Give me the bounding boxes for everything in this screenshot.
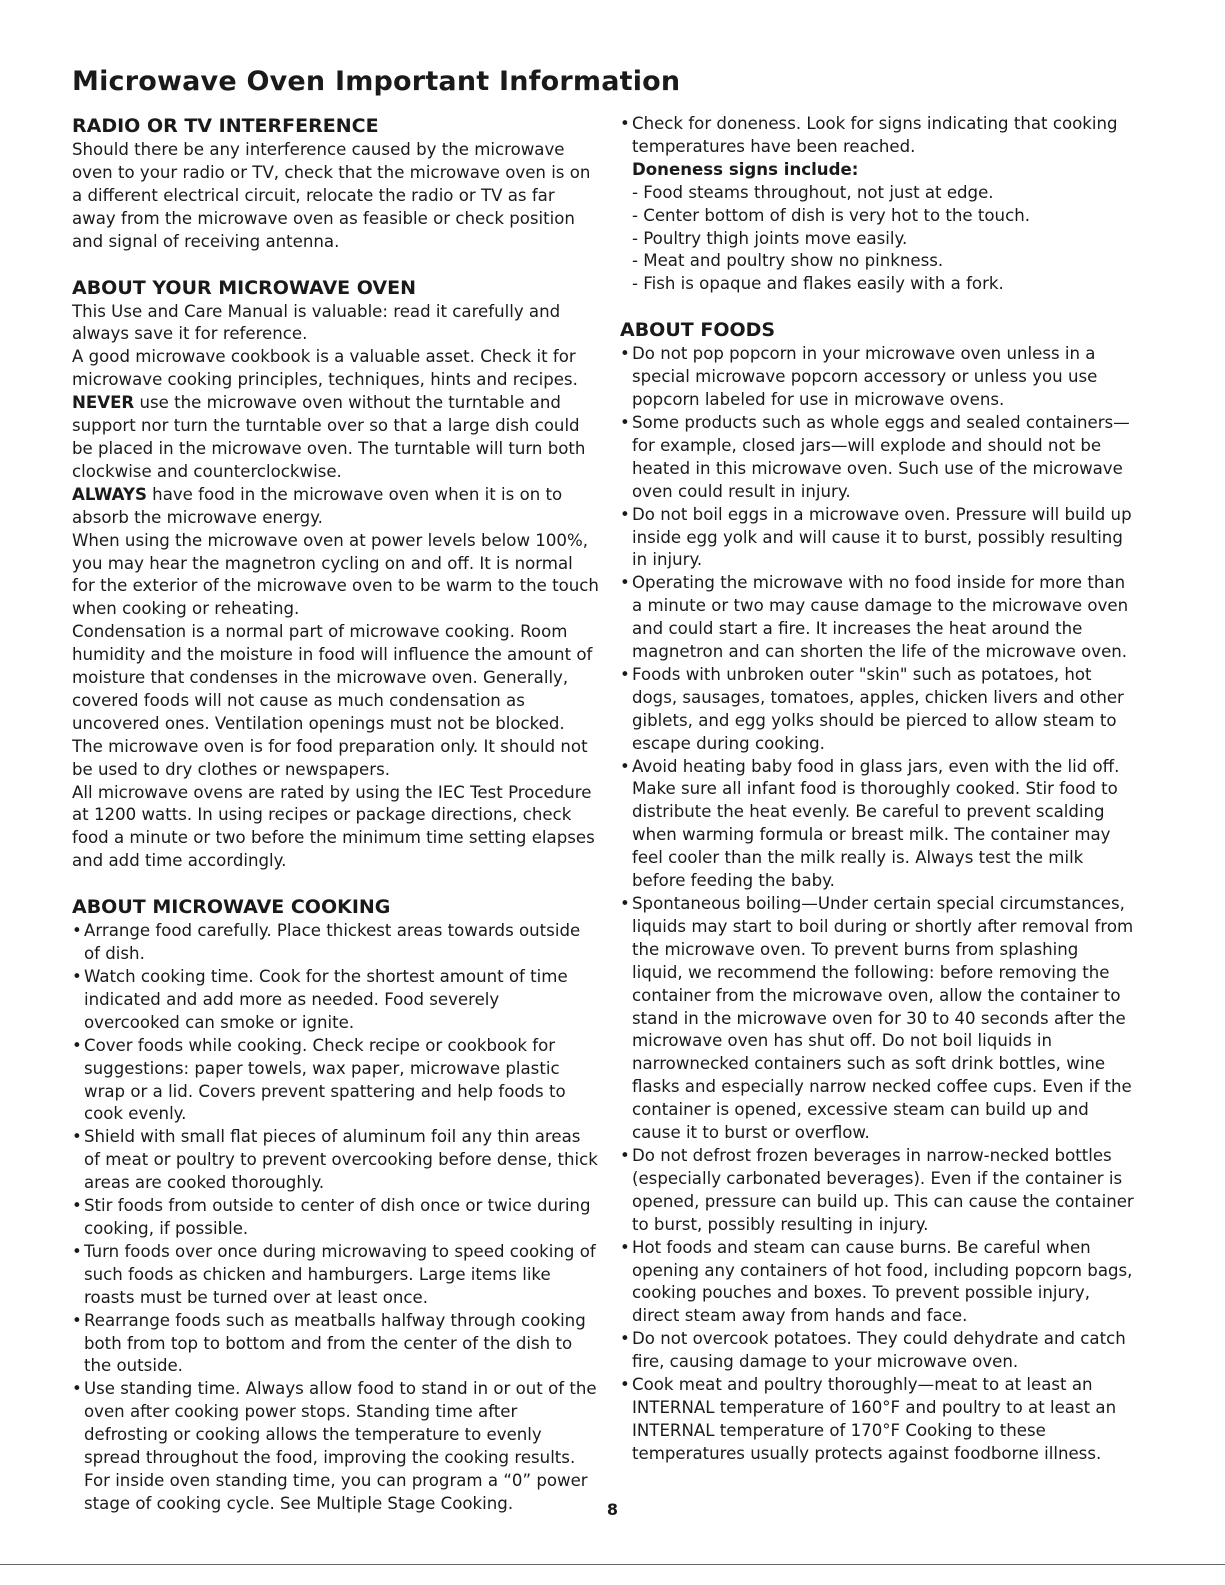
list-item: • Watch cooking time. Cook for the shortest amount of time indicated and add more as needed. Food severely overcooked can smoke or ignite.	[72, 966, 600, 1035]
list-item: • Cook meat and poultry thoroughly—meat to at least an INTERNAL temperature of 160°F and poultry to at least an INTERNAL temperature of 170°F Cooking to these temperatures usually protects against foodborne illness.	[620, 1374, 1134, 1466]
list-item: - Fish is opaque and flakes easily with a fork.	[632, 274, 1004, 294]
page-title: Microwave Oven Important Information	[72, 66, 681, 97]
doneness-block	[620, 159, 1134, 296]
about-oven-p2: A good microwave cookbook is a valuable asset. Check it for microwave cooking principles, techniques, hints and recipes.	[72, 347, 578, 390]
right-column	[620, 113, 1134, 1466]
about-oven-p5: When using the microwave oven at power levels below 100%, you may hear the magnetron cycling on and off. It is normal for the exterior of the microwave oven to be warm to the touch when cooking or reheating.	[72, 530, 599, 619]
list-item: • Shield with small flat pieces of aluminum foil any thin areas of meat or poultry to prevent overcooking before dense, thick areas are cooked thoroughly.	[72, 1126, 600, 1195]
list-item: • Rearrange foods such as meatballs halfway through cooking both from top to bottom and from the center of the dish to the outside.	[72, 1310, 600, 1379]
list-item: • Do not defrost frozen beverages in narrow-necked bottles (especially carbonated beverages). Even if the container is opened, pressure can build up. This can cause the container to burst, possibly resulting in injury.	[620, 1145, 1134, 1237]
list-item: • Check for doneness. Look for signs indicating that cooking temperatures have been reached.	[620, 113, 1134, 159]
about-oven-p6: Condensation is a normal part of microwave cooking. Room humidity and the moisture in food will influence the amount of moisture that condenses in the microwave oven. Generally, covered foods will not cause as much condensation as uncovered ones. Ventilation openings must not be blocked.	[72, 622, 593, 733]
foods-heading: ABOUT FOODS	[620, 319, 776, 342]
list-item: • Do not overcook potatoes. They could dehydrate and catch fire, causing damage to your microwave oven.	[620, 1328, 1134, 1374]
list-item: • Spontaneous boiling—Under certain special circumstances, liquids may start to boil during or shortly after removal from the microwave oven. To prevent burns from splashing liquid, we recommend the following: before removing the container from the microwave oven, allow the container to stand in the microwave oven for 30 to 40 seconds after the microwave oven has shut off. Do not boil liquids in narrownecked containers such as soft drink bottles, wine flasks and especially narrow necked coffee cups. Even if the container is opened, excessive steam can build up and cause it to burst or overflow.	[620, 893, 1134, 1145]
list-item: • Hot foods and steam can cause burns. Be careful when opening any containers of hot food, including popcorn bags, cooking pouches and boxes. To prevent possible injury, direct steam away from hands and face.	[620, 1237, 1134, 1329]
list-item: • Foods with unbroken outer "skin" such as potatoes, hot dogs, sausages, tomatoes, apples, chicken livers and other giblets, and egg yolks should be pierced to allow steam to escape during cooking.	[620, 664, 1134, 756]
list-item: - Poultry thigh joints move easily.	[632, 228, 908, 248]
cooking-heading: ABOUT MICROWAVE COOKING	[72, 896, 391, 919]
about-oven-never	[72, 392, 600, 484]
cooking-list	[72, 920, 600, 1516]
left-column	[72, 113, 600, 1516]
radio-tv-heading: RADIO OR TV INTERFERENCE	[72, 115, 379, 137]
list-item: • Turn foods over once during microwaving to speed cooking of such foods as chicken and hamburgers. Large items like roasts must be turned over at least once.	[72, 1241, 600, 1310]
radio-tv-text: Should there be any interference caused by the microwave oven to your radio or TV, check that the microwave oven is on a different electrical circuit, relocate the radio or TV as far away from the microwave oven as feasible or check position and signal of receiving antenna.	[72, 140, 591, 251]
bottom-rule	[0, 1564, 1225, 1565]
list-item: • Operating the microwave with no food inside for more than a minute or two may cause damage to the microwave oven and could start a fire. It increases the heat around the magnetron and can shorten the life of the microwave oven.	[620, 572, 1134, 664]
doneness-list	[632, 182, 1134, 297]
list-item: • Avoid heating baby food in glass jars, even with the lid off. Make sure all infant food is thoroughly cooked. Stir food to distribute the heat evenly. Be careful to prevent scalding when warming formula or breast milk. The container may feel cooler than the milk really is. Always test the milk before feeding the baby.	[620, 756, 1134, 893]
list-item: • Stir foods from outside to center of dish once or twice during cooking, if possible.	[72, 1195, 600, 1241]
always-text: have food in the microwave oven when it is on to absorb the microwave energy.	[72, 484, 563, 527]
about-oven-always	[72, 484, 600, 530]
list-item: • Use standing time. Always allow food to stand in or out of the oven after cooking power stops. Standing time after defrosting or cooking allows the temperature to evenly spread throughout the food, improving the cooking results. For inside oven standing time, you can program a “0” power stage of cooking cycle. See Multiple Stage Cooking.	[72, 1378, 600, 1515]
never-text: use the microwave oven without the turntable and support nor turn the turntable over so that a large dish could be placed in the microwave oven. The turntable will turn both clockwise and counterclockwise.	[72, 393, 586, 481]
about-oven-p7: The microwave oven is for food preparation only. It should not be used to dry clothes or newspapers.	[72, 736, 588, 779]
doneness-label: Doneness signs include:	[632, 159, 859, 179]
always-label: ALWAYS	[72, 484, 147, 504]
cooking-list-continued	[620, 113, 1134, 159]
list-item: - Center bottom of dish is very hot to the touch.	[632, 205, 1030, 225]
foods-list	[620, 343, 1134, 1465]
page-number: 8	[606, 1500, 619, 1519]
list-item: • Some products such as whole eggs and sealed containers—for example, closed jars—will explode and should not be heated in this microwave oven. Such use of the microwave oven could result in injury.	[620, 412, 1134, 504]
about-oven-p8: All microwave ovens are rated by using the IEC Test Procedure at 1200 watts. In using recipes or package directions, check food a minute or two before the minimum time setting elapses and add time accordingly.	[72, 782, 595, 871]
about-oven-heading: ABOUT YOUR MICROWAVE OVEN	[72, 276, 416, 299]
list-item: • Do not boil eggs in a microwave oven. Pressure will build up inside egg yolk and will cause it to burst, possibly resulting in injury.	[620, 504, 1134, 573]
never-label: NEVER	[72, 393, 135, 413]
list-item: • Cover foods while cooking. Check recipe or cookbook for suggestions: paper towels, wax paper, microwave plastic wrap or a lid. Covers prevent spattering and help foods to cook evenly.	[72, 1035, 600, 1127]
list-item: - Food steams throughout, not just at edge.	[632, 182, 994, 202]
list-item: • Do not pop popcorn in your microwave oven unless in a special microwave popcorn accessory or unless you use popcorn labeled for use in microwave ovens.	[620, 343, 1134, 412]
list-item: - Meat and poultry show no pinkness.	[632, 251, 944, 271]
about-oven-p1: This Use and Care Manual is valuable: read it carefully and always save it for reference.	[72, 301, 561, 344]
list-item: • Arrange food carefully. Place thickest areas towards outside of dish.	[72, 920, 600, 966]
